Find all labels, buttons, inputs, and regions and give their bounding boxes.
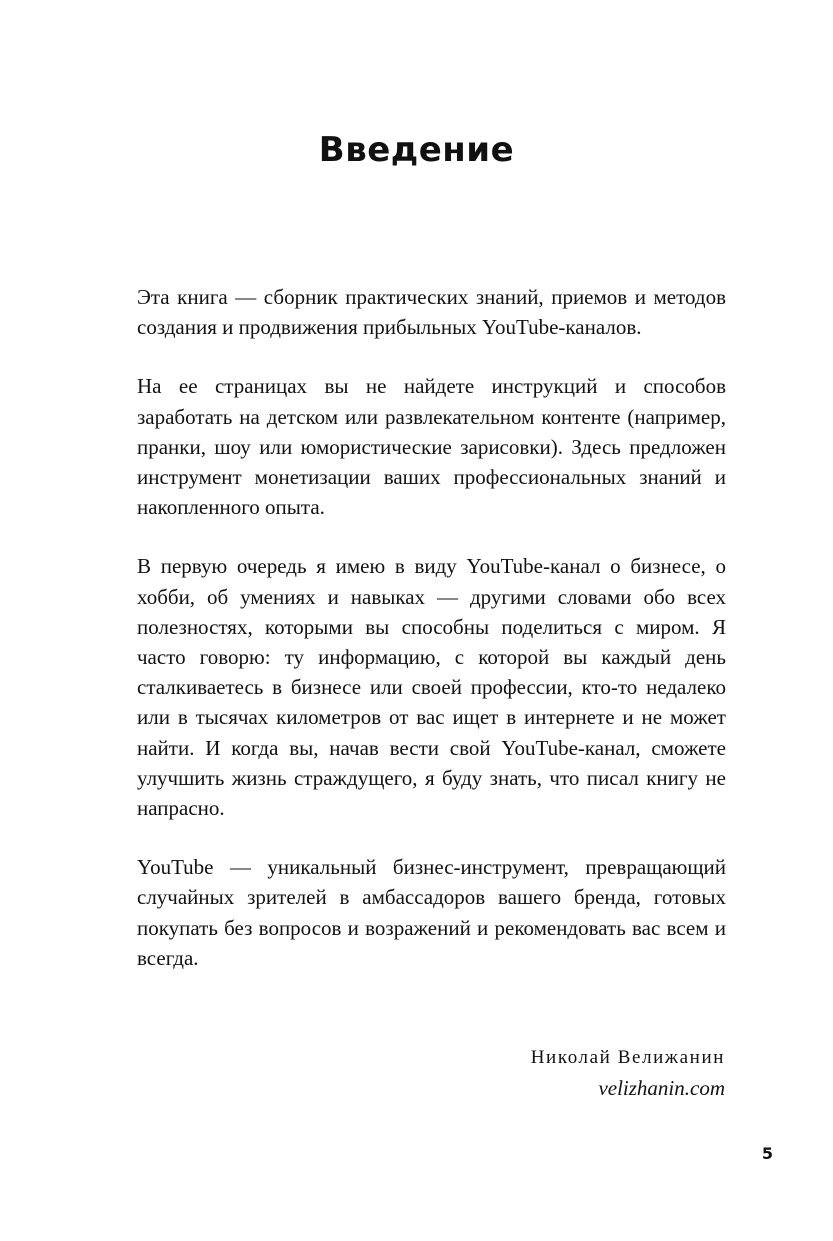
paragraph-1: Эта книга — сборник практических знаний, приемов и методов создания и продвижения прибыльных YouTube-каналов. (137, 285, 726, 340)
paragraph-2: На ее страницах вы не найдете инструкций и способов заработать на детском или развлекательном контенте (например, пранки, шоу или юмористические зарисовки). Здесь предложен инструмент монетизации ваших профессиональных знаний и накопленного опыта. (137, 374, 726, 520)
author-name: Николай Велижанин (530, 1047, 725, 1068)
author-website: velizhanin.com (598, 1076, 725, 1100)
page-number: 5 (761, 1144, 773, 1163)
chapter-body (137, 282, 726, 1002)
chapter-title: Введение (318, 130, 515, 170)
paragraph-4: YouTube — уникальный бизнес-инструмент, превращающий случайных зрителей в амбассадоров вашего бренда, готовых покупать без вопросов и возражений и рекомендовать вас всем и всегда. (137, 855, 726, 970)
paragraph-3: В первую очередь я имею в виду YouTube-канал о бизнесе, о хобби, об умениях и навыках — другими словами обо всех полезностях, которыми вы способны поделиться с миром. Я часто говорю: ту информацию, с которой вы каждый день сталкиваетесь в бизнесе или своей профессии, кто-то недалеко или в тысячах километров от вас ищет в интернете и не может найти. И когда вы, начав вести свой YouTube-канал, сможете улучшить жизнь страждущего, я буду знать, что писал книгу не напрасно. (137, 554, 726, 821)
author-signature (531, 1043, 725, 1103)
